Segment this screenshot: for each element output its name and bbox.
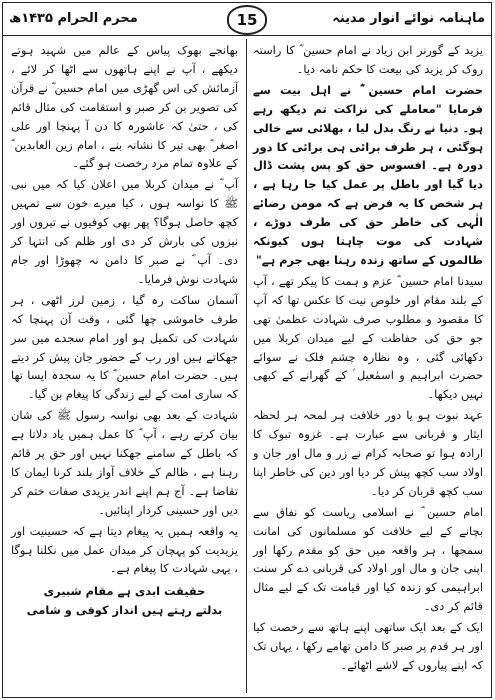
right-paragraph: ایک کے بعد ایک ساتھی اپنے ہاتھ سے رخصت کیا اور ہر قدم پر صبر کا دامن تھامے رکھا ، یہاں تک کہ اپنے پیاروں کے لاشے اٹھائے۔ (253, 620, 483, 672)
couplet-line-1: حقیقت ابدی ہے مقام شبیری (43, 584, 206, 599)
left-paragraph: آپ ؓ نے میدان کربلا میں اعلان کیا کہ میں نبی ﷺ کا نواسہ ہوں ، کیا میرے خون سے تمہیں کچھ حاصل ہوگا؟ پھر بھی کوفیوں نے تیروں اور نیزوں کی بارش کر دی اور ظلم کی انتہا کر دی۔ آپ ؓ نے صبر کا دامن نہ چھوڑا اور جام شہادت نوش فرمایا۔ (11, 177, 238, 286)
right-paragraph: امام حسین ؓ نے اسلامی ریاست کو نفاق سے بچانے کے لیے خلافت کو مسلمانوں کی امانت سمجھا ، ہر واقعہ میں حق کو مقدم رکھا اور اپنی جان و مال اور اولاد کی قربانی دے کر سنت ابراہیمی کو زندہ کیا اور قیامت تک کے لیے مثال قائم کر دی۔ (253, 504, 483, 614)
magazine-title: ماہنامہ نوائے انوار مدینہ (332, 11, 485, 26)
magazine-page (2, 2, 492, 698)
issue-date: محرم الحرام ۱۴۳۵ھ (9, 11, 138, 26)
right-paragraph: حضرت امام حسین ؓ نے اہل بیت سے فرمایا "معاملے کی نزاکت تم دیکھ رہے ہو۔ دنیا نے رنگ بدل لیا ، بھلائی سے خالی ہوگئی ، ہر طرف برائی ہی برائی کا دور دورہ ہے۔ افسوس حق کو پس پشت ڈال دیا گیا اور باطل پر عمل کیا جا رہا ہے ، ہر شخص کا یہ فرض ہے کہ مومن رضائے الٰہی کی خاطر حق کی طرف دوڑے ، شہادت کی موت چاہتا ہوں کیونکہ ظالموں کے ساتھ زندہ رہنا بھی جرم ہے" (253, 82, 483, 267)
left-paragraph: آسمان ساکت رہ گیا ، زمین لرز اٹھی ، ہر طرف خاموشی چھا گئی ، وقت آن پہنچا کہ شہادت کی تکمیل ہو اور امام سجدے میں سر جھکاتے ہیں اور رب کے حضور جان پیش کر دیتے ہیں۔ حضرت امام حسین ؓ کا یہ سجدہ ایسا تھا کہ ساری امت کے لیے زندگی کا پیغام بن گیا۔ (11, 292, 238, 402)
right-paragraph: عہد نبوت ہو یا دور خلافت ہر لمحہ ہر لحظہ ایثار و قربانی سے عبارت ہے۔ غزوہ تبوک کا ارادہ ہوا تو صحابہ کرام نے زر و مال اور جان و اولاد سب کچھ پیش کر دیا اور دین کی خاطر اپنا سب کچھ قربان کر دیا۔ (253, 408, 483, 498)
left-paragraph: بھانجے بھوک پیاس کے عالم میں شہید ہوتے دیکھے ، آپ نے اپنے ہاتھوں سے اٹھا کر لائے ، آزمائش کی اس گھڑی میں امام حسین ؓ نے قرآن کی تصویر بن کر صبر و استقامت کی مثال قائم کی ، حتیٰ کہ عاشورہ کا دن آ پہنچا اور علی اصغر ؓ بھی تیر کا نشانہ بنے ، امام زین العابدین ؓ کے علاوہ تمام مرد رخصت ہو گئے۔ (11, 43, 238, 171)
article-body (3, 39, 491, 697)
couplet-line-2: بدلتے رہتے ہیں انداز کوفی و شامی (26, 603, 223, 618)
left-paragraphs (11, 41, 238, 578)
right-paragraph: یزید کے گورنر ابن زیاد نے امام حسین ؓ کا راستہ روک کر یزید کی بیعت کا حکم نامہ دیا۔ (253, 43, 483, 76)
left-column (3, 39, 246, 693)
right-paragraph: سیدنا امام حسین ؓ عزم و ہمت کا پیکر تھے ، آپ کے بلند مقام اور خلوص نیت کا عکس تھا کہ آپ کا مقصود و مطلوب صرف شہادت عظمیٰ تھی جو حق کی حفاظت کے لیے میدان کربلا میں دکھائی گئی ، وہ نظارہ چشم فلک نے سوائے حضرت ابراہیم و اسمٰعیل ؑ کے گھرانے کے کبھی نہیں دیکھا۔ (253, 273, 483, 402)
closing-couplet (11, 582, 238, 620)
left-paragraph: شہادت کے بعد بھی نواسہ رسول ﷺ کی شان بیان کرتے رہے ، آپ ؓ کا عمل ہمیں یاد دلاتا ہے کہ باطل کے سامنے جھکنا نہیں اور حق پر قائم رہنا ہے ، ظالم کے خلاف آواز بلند کرنا ایمان کا تقاضا ہے۔ آج ہم اپنے اندر یزیدی صفات ختم کر دیں اور حسینی کردار اپنائیں۔ (11, 408, 238, 517)
left-paragraph: یہ واقعہ ہمیں یہ پیغام دیتا ہے کہ حسینیت اور یزیدیت کو پہچان کر میدان عمل میں نکلنا ہوگا ، یہی شہادت کا پیغام ہے۔ (11, 523, 238, 576)
right-column (245, 39, 491, 693)
page-number-badge: 15 (227, 5, 267, 35)
column-divider (246, 39, 247, 693)
page-header (3, 3, 491, 36)
